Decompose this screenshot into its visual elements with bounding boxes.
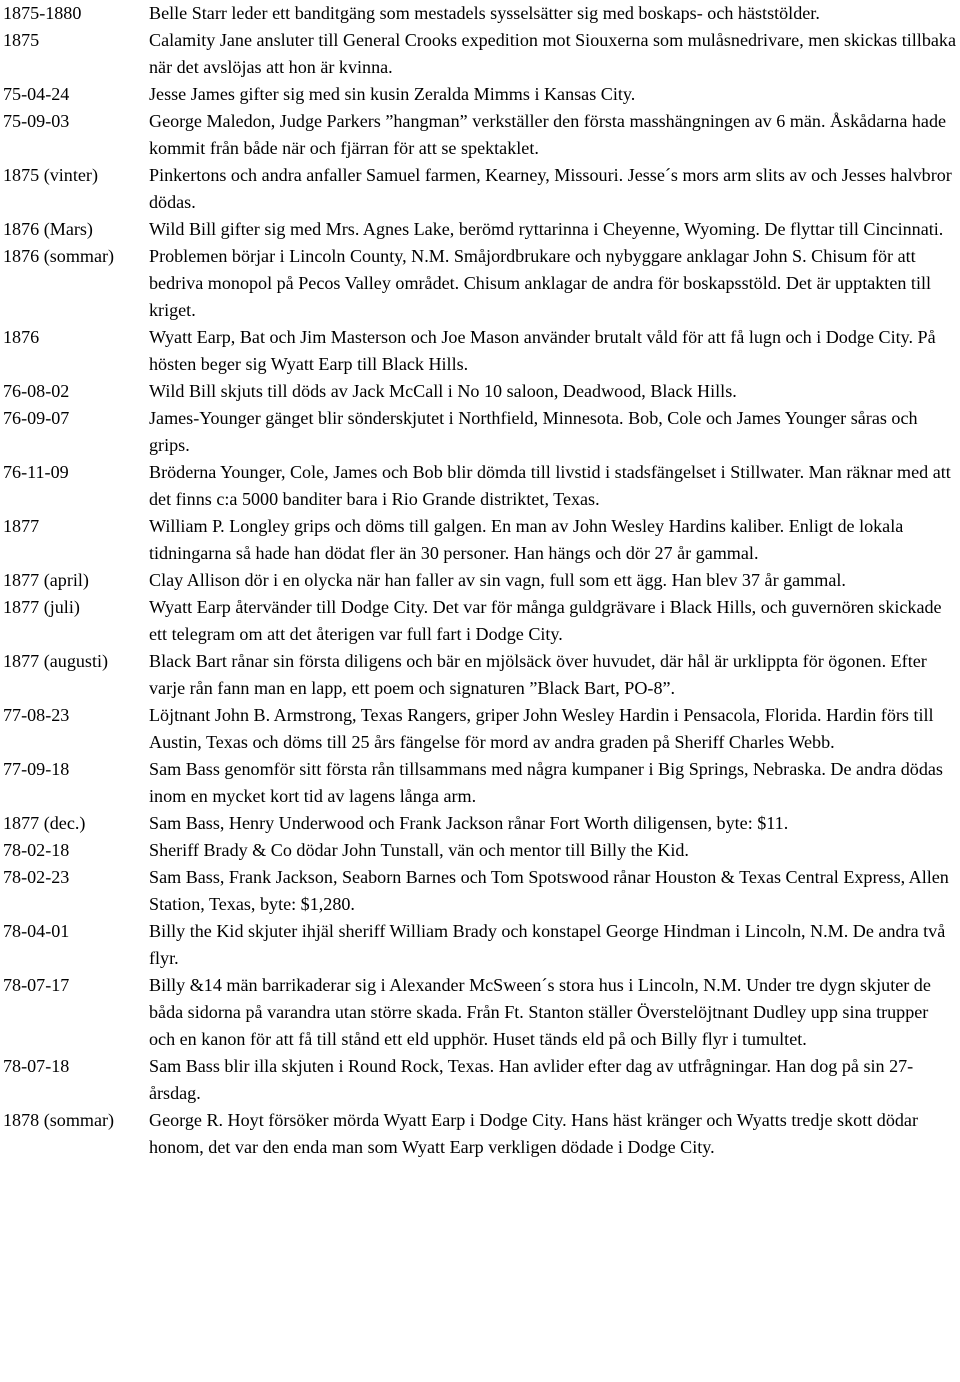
chronology-entry <box>3 81 958 108</box>
entry-text: Billy &14 män barrikaderar sig i Alexander McSween´s stora hus i Lincoln, N.M. Under tre dygn skjuter de båda sidorna på varandra utan större skada. Från Ft. Stanton ställer Överstelöjtnant Dudley upp sina trupper och en kanon för att få till stånd ett eld upphör. Huset tänds eld på och Billy flyr i tumultet. <box>149 975 931 1049</box>
chronology-entry <box>3 459 958 513</box>
chronology-entry <box>3 324 958 378</box>
entry-text: Löjtnant John B. Armstrong, Texas Rangers, griper John Wesley Hardin i Pensacola, Florida. Hardin förs till Austin, Texas och döms till 25 års fängelse för mord av andra graden på Sheriff Charles Webb. <box>149 705 934 752</box>
chronology-entry <box>3 243 958 324</box>
entry-date: 77-08-23 <box>3 705 70 725</box>
entry-date: 1876 <box>3 327 40 347</box>
chronology-entry <box>3 27 958 81</box>
entry-date: 78-02-23 <box>3 867 70 887</box>
chronology-entry <box>3 378 958 405</box>
chronology-entry <box>3 864 958 918</box>
entry-text: Bröderna Younger, Cole, James och Bob blir dömda till livstid i stadsfängelset i Stillwater. Man räknar med att det finns c:a 5000 banditer bara i Rio Grande distriktet, Texas. <box>149 462 951 509</box>
entry-text: Sheriff Brady & Co dödar John Tunstall, vän och mentor till Billy the Kid. <box>149 840 689 860</box>
entry-date: 77-09-18 <box>3 759 70 779</box>
entry-date: 1875 (vinter) <box>3 165 98 185</box>
entry-text: Black Bart rånar sin första diligens och bär en mjölsäck över huvudet, där hål är urklippta för ögonen. Efter varje rån fann man en lapp, ett poem och signaturen ”Black Bart, PO-8”. <box>149 651 927 698</box>
entry-date: 1877 <box>3 516 40 536</box>
entry-date: 1875-1880 <box>3 3 82 23</box>
entry-text: Clay Allison dör i en olycka när han faller av sin vagn, full som ett ägg. Han blev 37 år gammal. <box>149 570 846 590</box>
chronology-entry <box>3 513 958 567</box>
chronology-entry <box>3 216 958 243</box>
entry-date: 1877 (juli) <box>3 597 80 617</box>
chronology-entry <box>3 405 958 459</box>
chronology-entry <box>3 648 958 702</box>
entry-date: 76-11-09 <box>3 462 69 482</box>
chronology-entry <box>3 918 958 972</box>
entry-date: 1877 (april) <box>3 570 89 590</box>
entry-text: Billy the Kid skjuter ihjäl sheriff William Brady och konstapel George Hindman i Lincoln, N.M. De andra två flyr. <box>149 921 946 968</box>
entry-date: 75-04-24 <box>3 84 70 104</box>
entry-text: Belle Starr leder ett banditgäng som mestadels sysselsätter sig med boskaps- och häststölder. <box>149 3 820 23</box>
entry-text: William P. Longley grips och döms till galgen. En man av John Wesley Hardins kaliber. Enligt de lokala tidningarna så hade han dödat fler än 30 personer. Han hängs och dör 27 år gammal. <box>149 516 904 563</box>
chronology-entry <box>3 108 958 162</box>
entry-date: 78-04-01 <box>3 921 70 941</box>
entry-date: 76-08-02 <box>3 381 70 401</box>
entry-date: 1876 (sommar) <box>3 246 115 266</box>
entry-text: James-Younger gänget blir sönderskjutet i Northfield, Minnesota. Bob, Cole och James Younger såras och grips. <box>149 408 918 455</box>
entry-text: Wyatt Earp återvänder till Dodge City. Det var för många guldgrävare i Black Hills, och guvernören skickade ett telegram om att det återigen var full fart i Dodge City. <box>149 597 942 644</box>
entry-date: 1875 <box>3 30 40 50</box>
entry-date: 75-09-03 <box>3 111 70 131</box>
chronology-entry <box>3 1107 958 1161</box>
entry-date: 78-07-18 <box>3 1056 70 1076</box>
chronology-entry <box>3 567 958 594</box>
entry-text: Wyatt Earp, Bat och Jim Masterson och Joe Mason använder brutalt våld för att få lugn och i Dodge City. På hösten beger sig Wyatt Earp till Black Hills. <box>149 327 936 374</box>
entry-text: Problemen börjar i Lincoln County, N.M. Småjordbrukare och nybyggare anklagar John S. Chisum för att bedriva monopol på Pecos Valley området. Chisum anklagar de andra för boskapsstöld. Det är upptakten till kriget. <box>149 246 932 320</box>
chronology-entry <box>3 810 958 837</box>
entry-text: Pinkertons och andra anfaller Samuel farmen, Kearney, Missouri. Jesse´s mors arm slits av och Jesses halvbror dödas. <box>149 165 952 212</box>
entry-text: Sam Bass genomför sitt första rån tillsammans med några kumpaner i Big Springs, Nebraska. De andra dödas inom en mycket kort tid av lagens långa arm. <box>149 759 943 806</box>
entry-date: 76-09-07 <box>3 408 70 428</box>
chronology-entry <box>3 0 958 27</box>
entry-text: Sam Bass blir illa skjuten i Round Rock, Texas. Han avlider efter dag av utfrågningar. Han dog på sin 27-årsdag. <box>149 1056 914 1103</box>
entry-date: 78-07-17 <box>3 975 70 995</box>
entry-text: Wild Bill gifter sig med Mrs. Agnes Lake, berömd ryttarinna i Cheyenne, Wyoming. De flyttar till Cincinnati. <box>149 219 944 239</box>
entry-date: 1876 (Mars) <box>3 219 93 239</box>
entry-text: George R. Hoyt försöker mörda Wyatt Earp i Dodge City. Hans häst kränger och Wyatts tredje skott dödar honom, det var den enda man som Wyatt Earp verkligen dödade i Dodge City. <box>149 1110 918 1157</box>
chronology-entry <box>3 972 958 1053</box>
entry-date: 78-02-18 <box>3 840 70 860</box>
entry-date: 1877 (dec.) <box>3 813 86 833</box>
chronology-entry <box>3 1053 958 1107</box>
chronology-entry <box>3 702 958 756</box>
entry-text: Wild Bill skjuts till döds av Jack McCall i No 10 saloon, Deadwood, Black Hills. <box>149 381 737 401</box>
entry-text: George Maledon, Judge Parkers ”hangman” verkställer den första masshängningen av 6 män. Åskådarna hade kommit från både när och fjärran för att se spektaklet. <box>149 111 947 158</box>
chronology-entry <box>3 756 958 810</box>
entry-date: 1877 (augusti) <box>3 651 109 671</box>
chronology-entry <box>3 594 958 648</box>
entry-text: Calamity Jane ansluter till General Crooks expedition mot Siouxerna som mulåsnedrivare, men skickas tillbaka när det avslöjas att hon är kvinna. <box>149 30 956 77</box>
entry-date: 1878 (sommar) <box>3 1110 115 1130</box>
entry-text: Sam Bass, Frank Jackson, Seaborn Barnes och Tom Spotswood rånar Houston & Texas Central Express, Allen Station, Texas, byte: $1,280. <box>149 867 949 914</box>
chronology-entry <box>3 837 958 864</box>
entry-text: Sam Bass, Henry Underwood och Frank Jackson rånar Fort Worth diligensen, byte: $11. <box>149 813 789 833</box>
entry-text: Jesse James gifter sig med sin kusin Zeralda Mimms i Kansas City. <box>149 84 636 104</box>
chronology-entry <box>3 162 958 216</box>
